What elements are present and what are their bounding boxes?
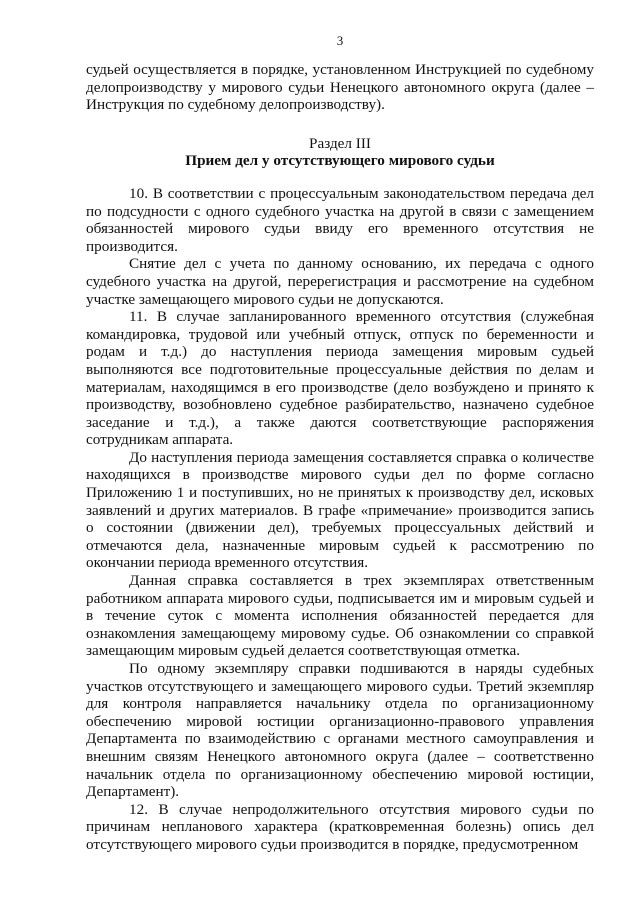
paragraph-11-distribution: По одному экземпляру справки подшиваются в наряды судебных участков отсутствующего и замещающего мирового судьи. Третий экземпляр для контроля направляется начальнику отдела по организационному обеспечению мировой юстиции организационно-правового управления Департамента по взаимодействию с органами местного самоуправления и внешним связям Ненецкого автономного округа (далее – соответственно начальник отдела по организационному обеспечению мировой юстиции, Департамент). bbox=[86, 660, 594, 801]
paragraph-11: 11. В случае запланированного временного отсутствия (служебная командировка, трудовой или учебный отпуск, отпуск по беременности и родам и т.д.) до наступления периода замещения мировым судьей выполняются все подготовительные процессуальные действия по делам и материалам, находящимся в его производстве (дело возбуждено и принято к производству, возобновлено судебное разбирательство, назначено судебное заседание и т.д.), а также даются соответствующие распоряжения сотрудникам аппарата. bbox=[86, 308, 594, 449]
page-number: 3 bbox=[336, 33, 344, 48]
section-title: Прием дел у отсутствующего мирового судьи bbox=[185, 152, 495, 170]
paragraph-10: 10. В соответствии с процессуальным законодательством передача дел по подсудности с одного судебного участка на другой в связи с замещением обязанностей мирового судьи ввиду его временного отсутствия не производится. bbox=[86, 184, 594, 255]
paragraph-11-copies: Данная справка составляется в трех экземплярах ответственным работником аппарата мирового судьи, подписывается им и мировым судьей и в течение суток с момента исполнения обязанностей передается для ознакомления замещающему мировому судье. Об ознакомлении со справкой замещающим мировым судьей делается соответствующая отметка. bbox=[86, 572, 594, 660]
paragraph-11-certificate: До наступления периода замещения составляется справка о количестве находящихся в производстве мирового судьи дел по форме согласно Приложению 1 и поступивших, но не принятых к производству дел, исковых заявлений и других материалов. В графе «примечание» производится запись о состоянии (движении дел), требуемых процессуальных действий и отмечаются дела, назначенные мировым судьей к рассмотрению по окончании периода временного отсутствия. bbox=[86, 448, 594, 572]
paragraph-12: 12. В случае непродолжительного отсутствия мирового судьи по причинам непланового характера (кратковременная болезнь) опись дел отсутствующего мирового судьи производится в порядке, предусмотренном bbox=[86, 800, 594, 853]
paragraph-10-continued: Снятие дел с учета по данному основанию, их передача с одного судебного участка на другой, перерегистрация и рассмотрение на судебном участке замещающего мирового судьи не допускаются. bbox=[86, 255, 594, 308]
section-label: Раздел III bbox=[309, 134, 371, 152]
section-heading bbox=[86, 135, 594, 170]
paragraph-continuation: судьей осуществляется в порядке, установленном Инструкцией по судебному делопроизводству у мирового судьи Ненецкого автономного округа (далее – Инструкция по судебному делопроизводству). bbox=[86, 61, 594, 114]
document-body bbox=[86, 61, 594, 854]
